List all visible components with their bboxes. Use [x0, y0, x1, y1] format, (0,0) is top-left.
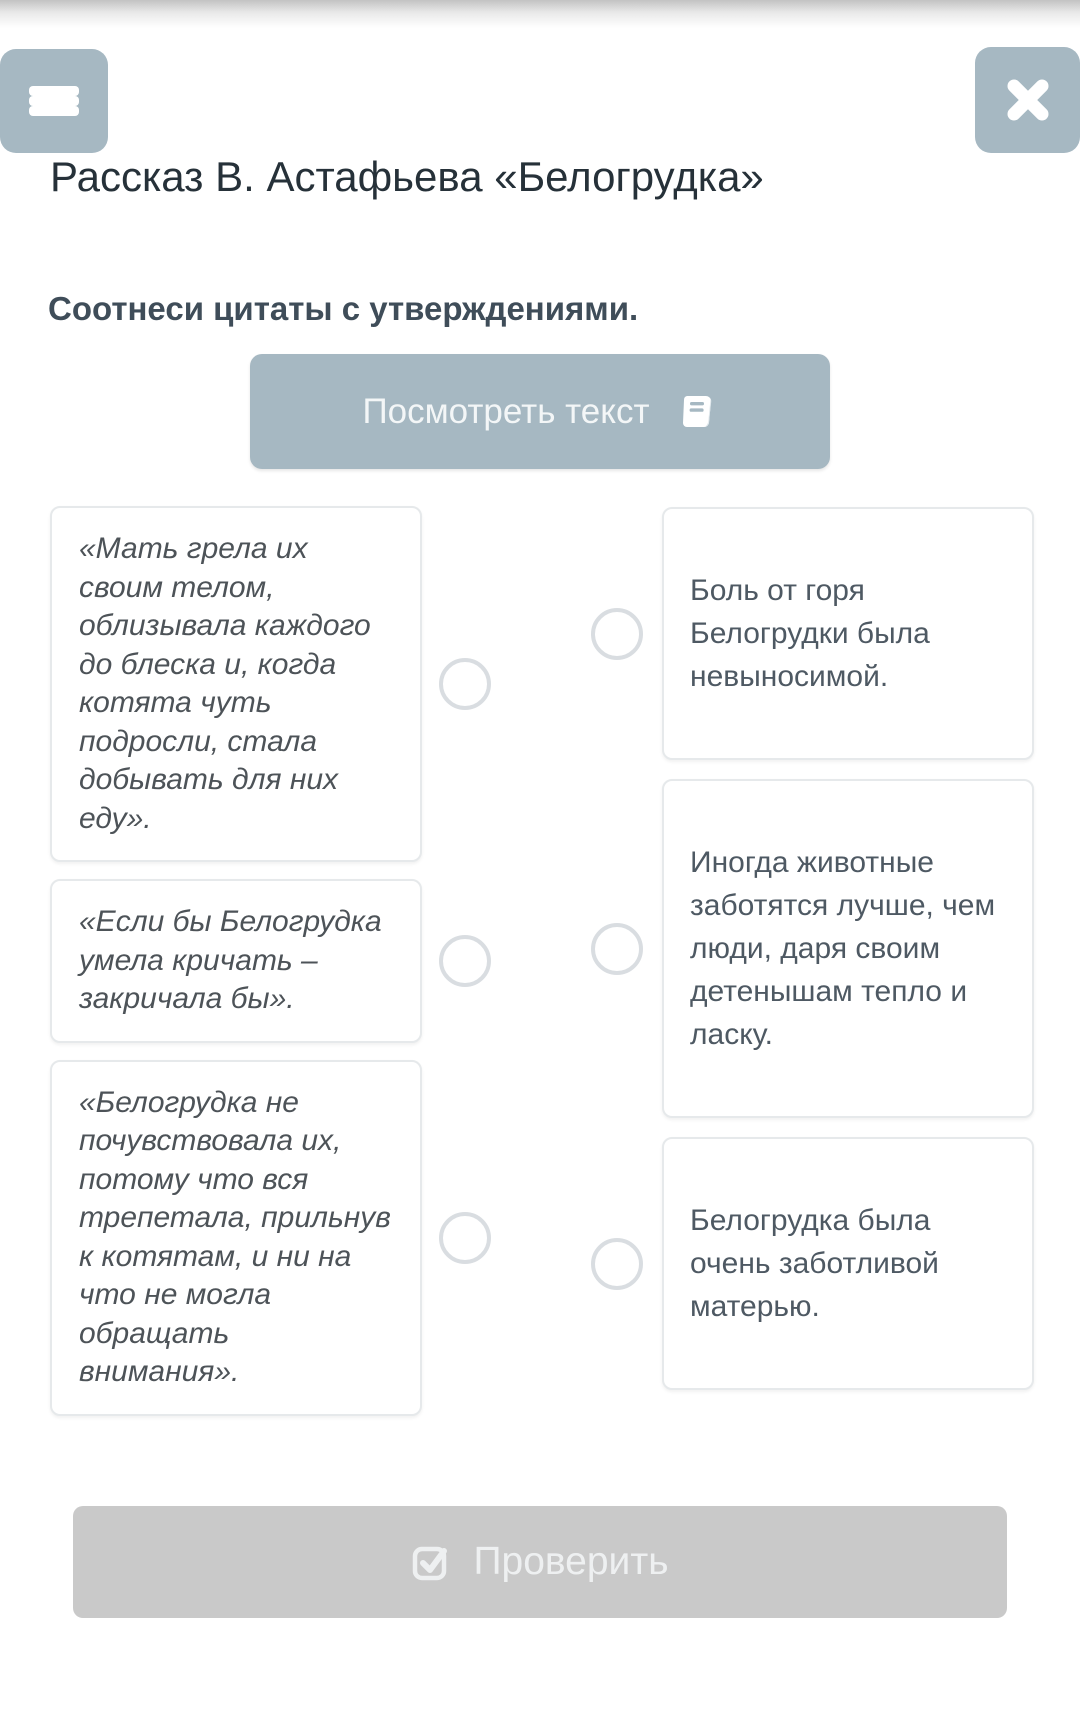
quote-card-2 [50, 879, 422, 1043]
close-icon [1004, 76, 1052, 124]
statement-text: Белогрудка была очень заботливой матерью. [690, 1204, 939, 1323]
statement-card-1 [662, 507, 1034, 760]
quote-card-1 [50, 506, 422, 862]
match-radio-statement-2[interactable] [591, 923, 643, 975]
match-radio-statement-1[interactable] [591, 608, 643, 660]
match-radio-quote-1[interactable] [439, 658, 491, 710]
book-icon [678, 392, 718, 432]
quote-text: «Мать грела их своим телом, облизывала каждого до блеска и, когда котята чуть подросли, стала добывать для них еду». [79, 532, 371, 835]
check-button-label: Проверить [473, 1540, 669, 1583]
task-instruction: Соотнеси цитаты с утверждениями. [48, 290, 639, 327]
statements-column [662, 507, 1034, 1390]
quote-text: «Если бы Белогрудка умела кричать – закричала бы». [79, 905, 382, 1015]
match-radio-quote-2[interactable] [439, 935, 491, 987]
quote-text: «Белогрудка не почувствовала их, потому что вся трепетала, прильнув к котятам, и ни на что не могла обращать внимания». [79, 1085, 391, 1388]
match-radio-statement-3[interactable] [591, 1238, 643, 1290]
menu-button[interactable] [0, 49, 108, 153]
close-button[interactable] [975, 47, 1080, 153]
hamburger-icon [29, 86, 79, 116]
statement-card-3 [662, 1137, 1034, 1390]
statement-text: Боль от горя Белогрудки была невыносимой. [690, 574, 930, 693]
match-radio-quote-3[interactable] [439, 1212, 491, 1264]
page-title: Рассказ В. Астафьева «Белогрудка» [50, 153, 764, 200]
quote-card-3 [50, 1060, 422, 1416]
statement-text: Иногда животные заботятся лучше, чем люди, даря своим детенышам тепло и ласку. [690, 846, 996, 1051]
top-edge-shadow [0, 0, 1080, 28]
view-text-button-label: Посмотреть текст [362, 391, 650, 431]
checkbox-check-icon [411, 1542, 451, 1582]
view-text-button[interactable] [250, 354, 830, 469]
check-button[interactable] [73, 1506, 1007, 1618]
statement-card-2 [662, 779, 1034, 1118]
quotes-column [50, 506, 422, 1416]
